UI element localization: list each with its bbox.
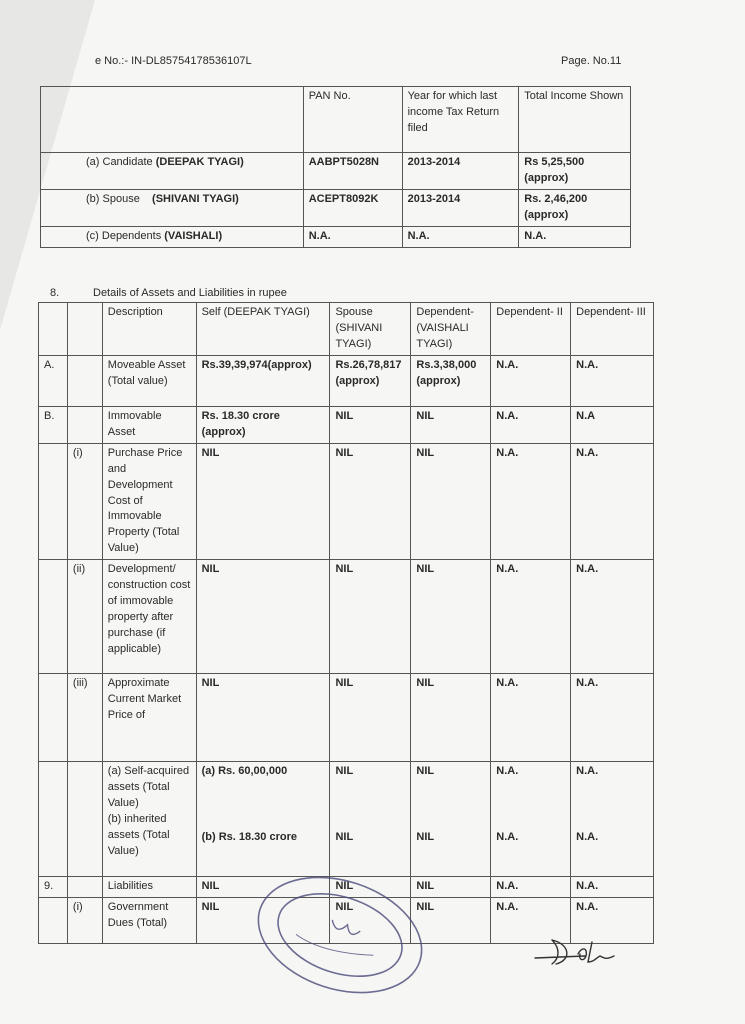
row-index: B. — [39, 406, 68, 443]
row-index — [39, 898, 68, 944]
spouse-value: NIL — [335, 831, 354, 844]
dependent3-value: N.A. — [576, 765, 599, 778]
dependent2-value: N.A. — [491, 443, 571, 560]
dependent2-value: N.A. — [491, 406, 571, 443]
dependent3-value: N.A. — [571, 443, 654, 560]
dependent3-value: N.A. — [571, 898, 654, 944]
row-index: 9. — [39, 877, 68, 898]
dependent3-value: N.A — [571, 406, 654, 443]
table-row — [41, 153, 631, 190]
row-index: A. — [39, 355, 68, 406]
self-value: Rs. 18.30 crore (approx) — [196, 406, 330, 443]
total-income: Rs. 2,46,200 (approx) — [519, 189, 631, 226]
row-description: (b) inherited assets (Total Value) — [107, 813, 170, 857]
page-number: Page. No.11 — [561, 55, 622, 67]
self-value: (b) Rs. 18.30 crore — [201, 831, 297, 844]
oath-commissioner-stamp — [250, 868, 430, 1003]
pan-number: N.A. — [303, 226, 402, 247]
dependent2-value: N.A. — [496, 831, 519, 844]
self-value: (a) Rs. 60,00,000 — [201, 765, 288, 778]
table-row — [39, 406, 654, 443]
table-row — [41, 226, 631, 247]
dependent2-value: N.A. — [491, 898, 571, 944]
dependent1-value: NIL — [411, 406, 491, 443]
row-description: Government Dues (Total) — [102, 898, 196, 944]
header-cell — [39, 303, 68, 356]
header-cell: Dependent- II — [491, 303, 571, 356]
self-value: NIL — [196, 898, 330, 944]
spouse-value: NIL — [330, 898, 411, 944]
header-cell: Total Income Shown — [519, 87, 631, 153]
row-label: (c) Dependents — [86, 229, 165, 242]
row-index — [39, 762, 68, 877]
header-cell: Description — [102, 303, 196, 356]
row-description: Moveable Asset (Total value) — [102, 355, 196, 406]
return-year: 2013-2014 — [402, 189, 519, 226]
signature — [530, 930, 630, 970]
section-number: 8. — [50, 287, 60, 299]
header-cell: Spouse (SHIVANI TYAGI) — [330, 303, 411, 356]
income-tax-table — [40, 86, 631, 248]
section-8-heading — [50, 287, 287, 299]
row-index — [39, 443, 68, 560]
dependent1-value: NIL — [411, 877, 491, 898]
table-header-row — [39, 303, 654, 356]
row-subindex — [67, 406, 102, 443]
spouse-value: NIL — [330, 406, 411, 443]
section-title: Details of Assets and Liabilities in rupee — [93, 287, 287, 299]
person-name: (DEEPAK TYAGI) — [155, 156, 244, 168]
dependent2-value: N.A. — [491, 355, 571, 406]
spouse-value: NIL — [335, 765, 354, 778]
dependent2-value: N.A. — [491, 877, 571, 898]
return-year: N.A. — [402, 226, 519, 247]
document-number: e No.:- IN-DL85754178536107L — [95, 55, 252, 67]
header-cell: Self (DEEPAK TYAGI) — [196, 303, 330, 356]
return-year: 2013-2014 — [402, 153, 519, 190]
spouse-value: NIL — [330, 560, 411, 674]
header-cell: Dependent- III — [571, 303, 654, 356]
spouse-value: NIL — [330, 443, 411, 560]
header-cell — [41, 87, 304, 153]
dependent1-value: NIL — [416, 831, 435, 844]
row-subindex: (ii) — [67, 560, 102, 674]
row-subindex: (i) — [67, 443, 102, 560]
dependent1-value: NIL — [411, 443, 491, 560]
dependent1-value: Rs.3,38,000 (approx) — [411, 355, 491, 406]
header-cell — [67, 303, 102, 356]
self-value: NIL — [196, 674, 330, 762]
row-description: Liabilities — [102, 877, 196, 898]
row-description: (a) Self-acquired assets (Total Value) — [107, 765, 190, 810]
person-name: (SHIVANI TYAGI) — [152, 192, 239, 205]
dependent3-value: N.A. — [571, 877, 654, 898]
row-label: (a) Candidate — [86, 156, 156, 168]
dependent2-value: N.A. — [496, 765, 519, 778]
table-row — [39, 560, 654, 674]
self-value: NIL — [196, 443, 330, 560]
row-description: Approximate Current Market Price of — [102, 674, 196, 762]
table-row — [39, 355, 654, 406]
dependent2-value: N.A. — [491, 560, 571, 674]
pan-number: AABPT5028N — [303, 153, 402, 190]
row-index — [39, 674, 68, 762]
table-row — [39, 443, 654, 560]
header-cell: PAN No. — [303, 87, 402, 153]
total-income: N.A. — [519, 226, 631, 247]
table-row — [39, 762, 654, 877]
self-value: Rs.39,39,974(approx) — [196, 355, 330, 406]
person-name: (VAISHALI) — [164, 229, 223, 242]
dependent3-value: N.A. — [571, 355, 654, 406]
table-row — [39, 674, 654, 762]
self-value: NIL — [196, 877, 330, 898]
table-header-row — [41, 87, 631, 153]
row-subindex: (i) — [67, 898, 102, 944]
total-income: Rs 5,25,500 (approx) — [519, 153, 631, 190]
row-description: Immovable Asset — [102, 406, 196, 443]
row-description: Development/ construction cost of immovable property after purchase (if applicable) — [102, 560, 196, 674]
row-description: Purchase Price and Development Cost of Immovable Property (Total Value) — [102, 443, 196, 560]
dependent1-value: NIL — [411, 898, 491, 944]
dependent1-value: NIL — [411, 674, 491, 762]
row-index — [39, 560, 68, 674]
spouse-value: NIL — [330, 674, 411, 762]
dependent1-value: NIL — [416, 765, 435, 778]
self-value: NIL — [196, 560, 330, 674]
header-cell: Dependent- (VAISHALI TYAGI) — [411, 303, 491, 356]
dependent1-value: NIL — [411, 560, 491, 674]
dependent3-value: N.A. — [571, 674, 654, 762]
row-subindex — [67, 355, 102, 406]
header-cell: Year for which last income Tax Return filed — [402, 87, 519, 153]
table-row — [41, 189, 631, 226]
row-subindex: (iii) — [67, 674, 102, 762]
dependent3-value: N.A. — [571, 560, 654, 674]
pan-number: ACEPT8092K — [303, 189, 402, 226]
assets-liabilities-table — [38, 302, 654, 944]
row-label: (b) Spouse — [86, 192, 153, 205]
spouse-value: NIL — [330, 877, 411, 898]
row-subindex — [67, 877, 102, 898]
spouse-value: Rs.26,78,817 (approx) — [330, 355, 411, 406]
row-subindex — [67, 762, 102, 877]
dependent2-value: N.A. — [491, 674, 571, 762]
dependent3-value: N.A. — [576, 831, 599, 844]
